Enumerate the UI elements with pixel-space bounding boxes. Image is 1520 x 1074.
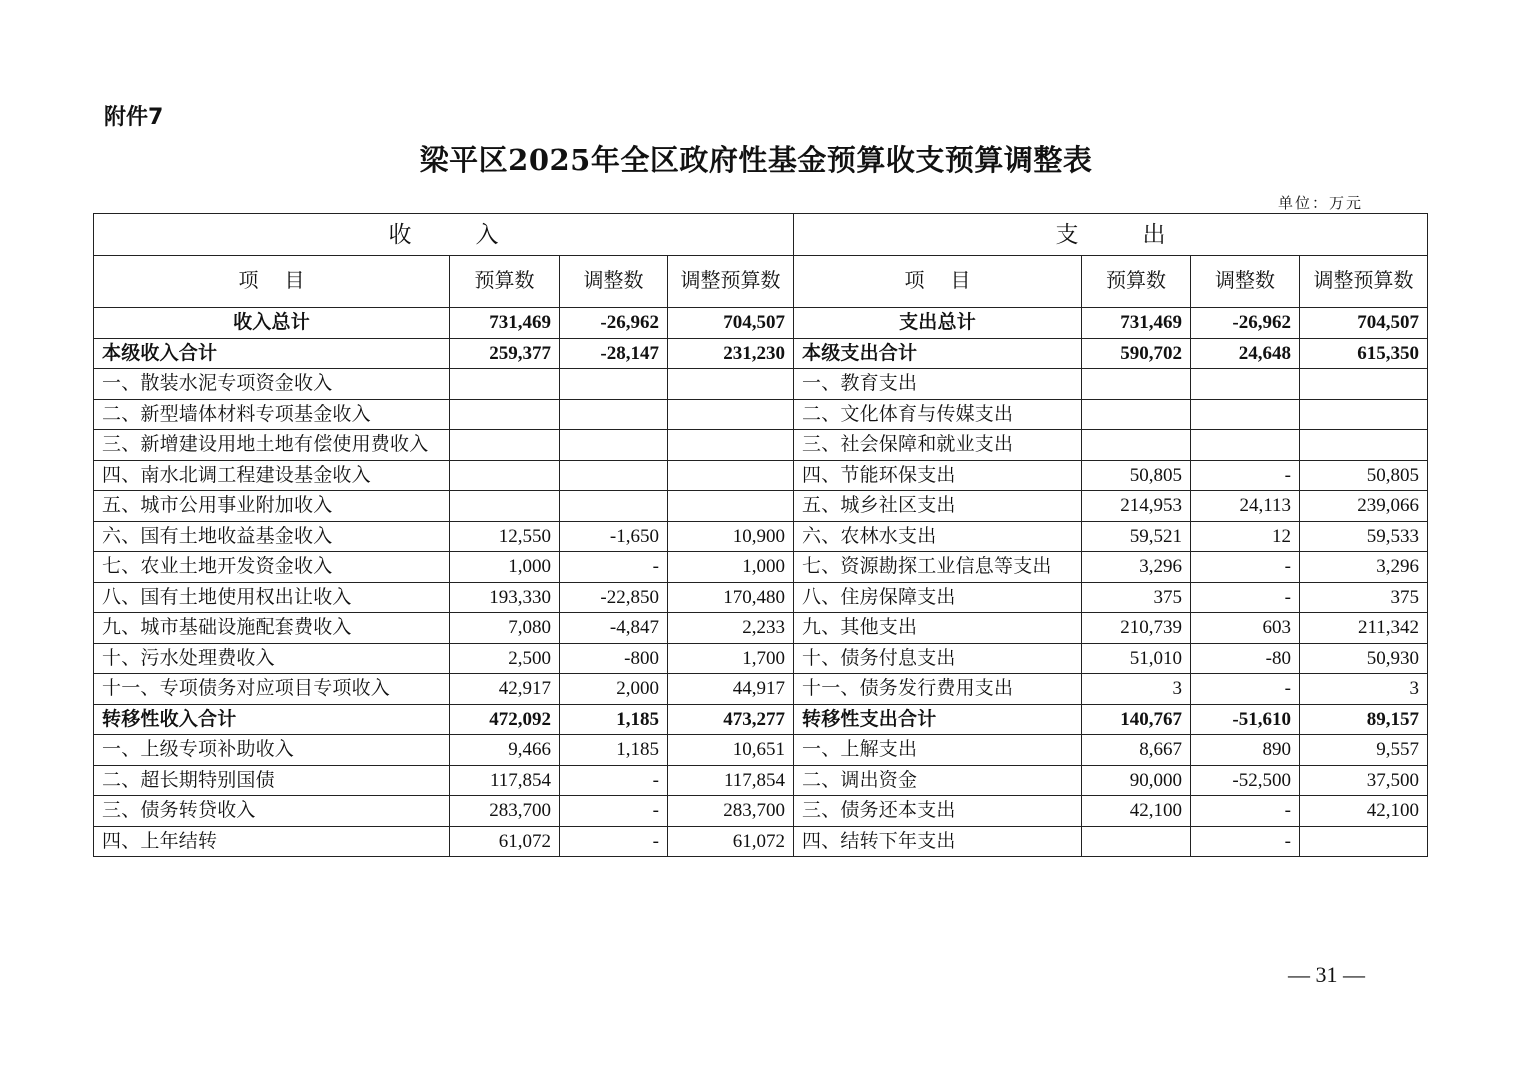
income-adjustment: - [560,796,668,827]
budget-adjustment-table [93,213,1428,857]
expense-item-name: 七、资源勘探工业信息等支出 [794,552,1082,583]
table-row [94,460,1428,491]
expense-adjusted-budget [1300,430,1428,461]
table-row [94,399,1428,430]
income-item-name: 四、南水北调工程建设基金收入 [94,460,450,491]
income-item-name: 一、散装水泥专项资金收入 [94,369,450,400]
expense-budget [1082,399,1191,430]
expense-budget: 214,953 [1082,491,1191,522]
table-row [94,674,1428,705]
expense-adjustment: - [1191,552,1300,583]
income-adjustment: -1,650 [560,521,668,552]
income-adjusted-budget [668,460,794,491]
expense-budget [1082,430,1191,461]
income-budget [450,460,560,491]
expense-item-name: 三、社会保障和就业支出 [794,430,1082,461]
expense-adjusted-budget [1300,399,1428,430]
income-section-char-1: 收 [388,222,412,247]
expense-item-name: 六、农林水支出 [794,521,1082,552]
page-title: 梁平区2025年全区政府性基金预算收支预算调整表 [419,143,1093,177]
income-adjusted-budget: 10,651 [668,735,794,766]
income-adjustment: -22,850 [560,582,668,613]
income-budget: 1,000 [450,552,560,583]
attachment-label: 附件7 [104,105,164,130]
income-adjusted-budget: 1,700 [668,643,794,674]
income-adjusted-budget: 2,233 [668,613,794,644]
income-adjusted-budget: 117,854 [668,765,794,796]
expense-adjusted-budget: 3,296 [1300,552,1428,583]
income-adjusted-budget: 44,917 [668,674,794,705]
expense-budget: 8,667 [1082,735,1191,766]
income-budget: 193,330 [450,582,560,613]
income-adjustment [560,430,668,461]
expense-item-name: 四、节能环保支出 [794,460,1082,491]
income-adjusted-budget: 473,277 [668,704,794,735]
income-item-name: 三、债务转贷收入 [94,796,450,827]
income-budget: 259,377 [450,338,560,369]
section-header-row [94,214,1428,256]
income-adjusted-budget: 283,700 [668,796,794,827]
table-row [94,552,1428,583]
expense-adjusted-budget: 37,500 [1300,765,1428,796]
expense-adjustment [1191,430,1300,461]
table-body [94,214,1428,857]
expense-adjusted-budget: 42,100 [1300,796,1428,827]
expense-adjusted-budget [1300,826,1428,857]
expense-adjustment: - [1191,582,1300,613]
income-item-name: 九、城市基础设施配套费收入 [94,613,450,644]
income-budget: 12,550 [450,521,560,552]
income-adjustment: - [560,826,668,857]
expense-adjustment: 24,648 [1191,338,1300,369]
income-adjustment: -800 [560,643,668,674]
income-budget [450,430,560,461]
expense-adjustment: -80 [1191,643,1300,674]
expense-budget: 140,767 [1082,704,1191,735]
income-budget: 61,072 [450,826,560,857]
col-header-item-char-1: 项 [904,270,925,292]
income-adjustment [560,399,668,430]
income-budget [450,369,560,400]
income-item-name: 二、新型墙体材料专项基金收入 [94,399,450,430]
income-item-name: 本级收入合计 [94,338,450,369]
col-header-expense-item [794,256,1082,308]
expense-adjustment: 603 [1191,613,1300,644]
expense-adjustment: -26,962 [1191,308,1300,339]
expense-budget: 3 [1082,674,1191,705]
expense-budget: 51,010 [1082,643,1191,674]
expense-adjusted-budget: 211,342 [1300,613,1428,644]
expense-adjusted-budget: 50,805 [1300,460,1428,491]
expense-adjusted-budget: 615,350 [1300,338,1428,369]
income-item-name: 二、超长期特别国债 [94,765,450,796]
expense-budget: 3,296 [1082,552,1191,583]
expense-item-name: 十一、债务发行费用支出 [794,674,1082,705]
expense-adjustment [1191,399,1300,430]
table-row [94,765,1428,796]
income-budget: 7,080 [450,613,560,644]
expense-item-name: 四、结转下年支出 [794,826,1082,857]
income-adjusted-budget [668,399,794,430]
expense-adjustment: - [1191,826,1300,857]
table-row [94,430,1428,461]
income-adjustment: -28,147 [560,338,668,369]
expense-item-name: 一、教育支出 [794,369,1082,400]
expense-adjustment: -52,500 [1191,765,1300,796]
table-row [94,521,1428,552]
table-row [94,796,1428,827]
expense-budget: 590,702 [1082,338,1191,369]
table-row [94,704,1428,735]
expense-adjusted-budget [1300,369,1428,400]
col-header-income-adjusted-budget: 调整预算数 [668,256,794,308]
expense-adjustment: - [1191,674,1300,705]
unit-label: 单位：万元 [1278,194,1364,212]
income-item-name: 转移性收入合计 [94,704,450,735]
income-budget: 117,854 [450,765,560,796]
income-budget: 472,092 [450,704,560,735]
col-header-item-char-2: 目 [284,270,305,292]
col-header-item-char-1: 项 [238,270,259,292]
expense-item-name: 本级支出合计 [794,338,1082,369]
expense-budget: 50,805 [1082,460,1191,491]
expense-budget: 59,521 [1082,521,1191,552]
income-item-name: 八、国有土地使用权出让收入 [94,582,450,613]
income-budget: 731,469 [450,308,560,339]
table-row [94,826,1428,857]
table-row [94,643,1428,674]
income-adjustment [560,491,668,522]
expense-adjusted-budget: 9,557 [1300,735,1428,766]
income-adjustment: - [560,765,668,796]
income-budget [450,491,560,522]
expense-item-name: 十、债务付息支出 [794,643,1082,674]
income-adjustment: 1,185 [560,735,668,766]
expense-item-name: 二、文化体育与传媒支出 [794,399,1082,430]
income-adjusted-budget: 231,230 [668,338,794,369]
expense-adjustment: 12 [1191,521,1300,552]
income-adjusted-budget: 61,072 [668,826,794,857]
table-row [94,613,1428,644]
expense-item-name: 八、住房保障支出 [794,582,1082,613]
expense-adjustment: 24,113 [1191,491,1300,522]
expense-budget: 42,100 [1082,796,1191,827]
expense-item-name: 转移性支出合计 [794,704,1082,735]
income-item-name: 十、污水处理费收入 [94,643,450,674]
expense-adjusted-budget: 3 [1300,674,1428,705]
income-adjustment: -26,962 [560,308,668,339]
income-item-name: 七、农业土地开发资金收入 [94,552,450,583]
income-item-name: 十一、专项债务对应项目专项收入 [94,674,450,705]
column-header-row [94,256,1428,308]
expense-adjusted-budget: 239,066 [1300,491,1428,522]
expense-adjusted-budget: 704,507 [1300,308,1428,339]
income-adjustment: -4,847 [560,613,668,644]
expense-section-char-1: 支 [1055,222,1079,247]
income-adjusted-budget: 1,000 [668,552,794,583]
income-item-name: 四、上年结转 [94,826,450,857]
expense-adjustment: - [1191,460,1300,491]
expense-adjusted-budget: 89,157 [1300,704,1428,735]
expense-adjustment: - [1191,796,1300,827]
income-section-char-2: 入 [475,222,499,247]
col-header-item-char-2: 目 [950,270,971,292]
income-item-name: 五、城市公用事业附加收入 [94,491,450,522]
col-header-expense-budget: 预算数 [1082,256,1191,308]
expense-budget [1082,369,1191,400]
expense-section-header [794,214,1428,256]
expense-budget [1082,826,1191,857]
table-row [94,369,1428,400]
expense-adjusted-budget: 59,533 [1300,521,1428,552]
expense-adjustment [1191,369,1300,400]
income-adjusted-budget [668,491,794,522]
page-number: — 31 — [1288,962,1365,987]
income-budget: 42,917 [450,674,560,705]
expense-item-name: 一、上解支出 [794,735,1082,766]
income-adjusted-budget: 170,480 [668,582,794,613]
income-budget: 2,500 [450,643,560,674]
income-adjusted-budget [668,369,794,400]
table-row [94,582,1428,613]
expense-adjustment: -51,610 [1191,704,1300,735]
expense-section-char-2: 出 [1142,222,1166,247]
income-section-header [94,214,794,256]
income-budget [450,399,560,430]
income-budget: 9,466 [450,735,560,766]
income-adjusted-budget: 704,507 [668,308,794,339]
income-adjusted-budget [668,430,794,461]
col-header-income-budget: 预算数 [450,256,560,308]
col-header-income-item [94,256,450,308]
expense-adjustment: 890 [1191,735,1300,766]
col-header-income-adjustment: 调整数 [560,256,668,308]
expense-item-name: 支出总计 [794,308,1082,339]
table-row [94,491,1428,522]
table-row [94,308,1428,339]
expense-budget: 375 [1082,582,1191,613]
expense-budget: 210,739 [1082,613,1191,644]
expense-adjusted-budget: 375 [1300,582,1428,613]
income-item-name: 收入总计 [94,308,450,339]
col-header-expense-adjusted-budget: 调整预算数 [1300,256,1428,308]
income-item-name: 一、上级专项补助收入 [94,735,450,766]
income-adjustment [560,369,668,400]
expense-budget: 90,000 [1082,765,1191,796]
table-row [94,735,1428,766]
expense-budget: 731,469 [1082,308,1191,339]
income-item-name: 六、国有土地收益基金收入 [94,521,450,552]
income-item-name: 三、新增建设用地土地有偿使用费收入 [94,430,450,461]
income-adjustment: - [560,552,668,583]
expense-item-name: 九、其他支出 [794,613,1082,644]
income-adjusted-budget: 10,900 [668,521,794,552]
col-header-expense-adjustment: 调整数 [1191,256,1300,308]
income-budget: 283,700 [450,796,560,827]
expense-item-name: 三、债务还本支出 [794,796,1082,827]
expense-item-name: 二、调出资金 [794,765,1082,796]
expense-adjusted-budget: 50,930 [1300,643,1428,674]
income-adjustment: 2,000 [560,674,668,705]
table-row [94,338,1428,369]
income-adjustment [560,460,668,491]
income-adjustment: 1,185 [560,704,668,735]
expense-item-name: 五、城乡社区支出 [794,491,1082,522]
